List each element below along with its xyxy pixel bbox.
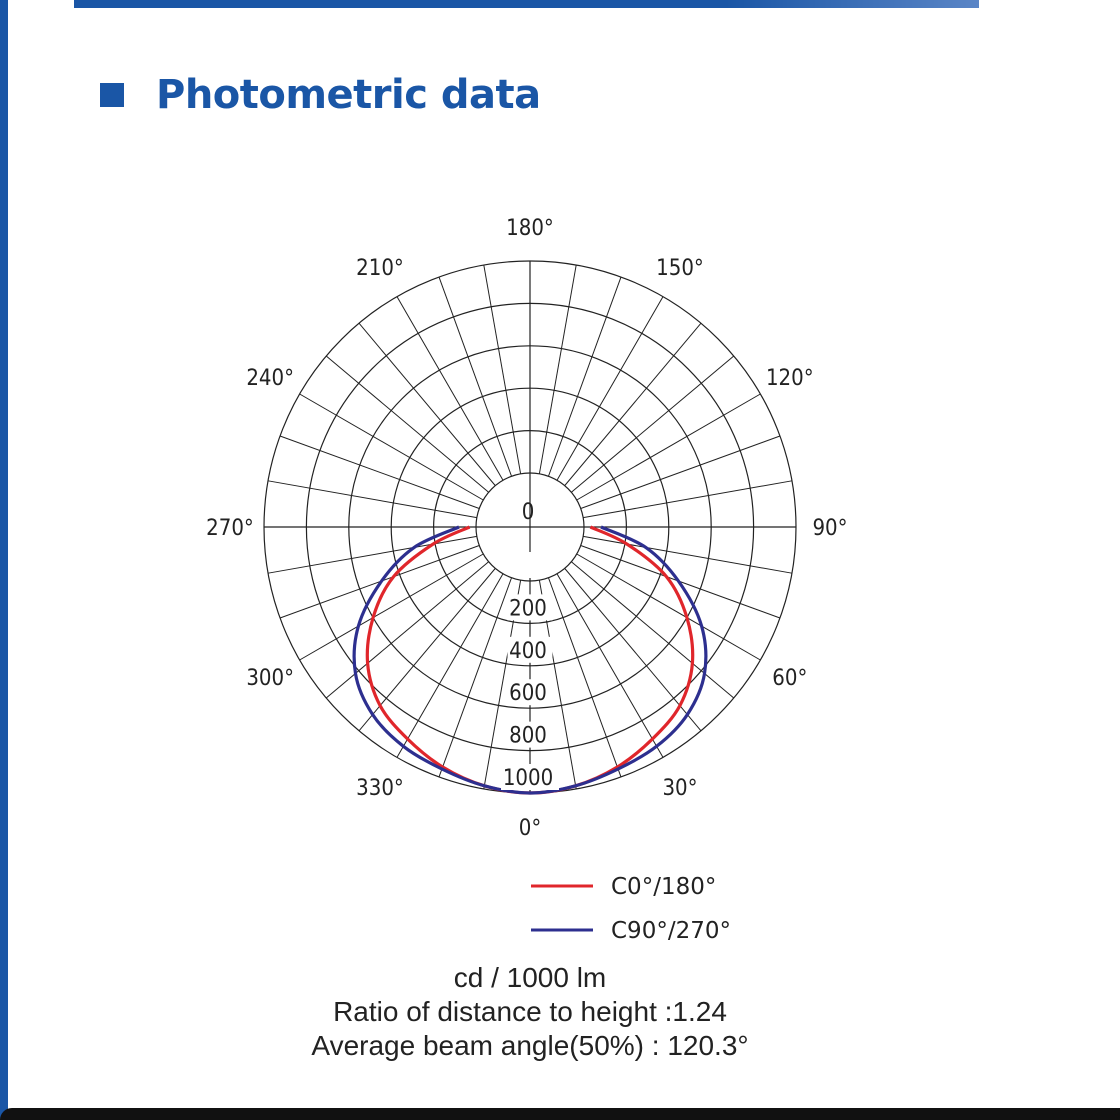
chart-legend	[531, 874, 731, 944]
grid-spoke	[484, 265, 521, 474]
angle-label: 0°	[518, 816, 542, 841]
legend-label: C90°/270°	[611, 918, 731, 944]
grid-spoke	[581, 436, 780, 509]
ring-label-bg	[521, 552, 540, 578]
grid-spoke	[583, 481, 792, 518]
polar-grid	[264, 261, 796, 793]
grid-spoke	[548, 578, 621, 777]
grid-spoke	[583, 536, 792, 573]
ratio-note: Ratio of distance to height :1.24	[333, 996, 727, 1027]
angle-label: 330°	[356, 775, 404, 801]
ring-label: 0	[521, 500, 535, 525]
grid-spoke	[548, 277, 621, 476]
heading-text: Photometric data	[156, 72, 541, 118]
angle-label: 120°	[765, 366, 814, 391]
angle-label: 300°	[246, 666, 295, 691]
angle-label: 90°	[812, 516, 848, 541]
ring-label: 600	[509, 681, 547, 707]
grid-spoke	[359, 323, 495, 485]
angle-label: 30°	[662, 775, 698, 801]
ring-label: 1000	[502, 766, 554, 791]
grid-spoke	[439, 277, 512, 476]
grid-spoke	[565, 323, 701, 485]
grid-spoke	[280, 436, 479, 509]
legend-label: C0°/180°	[611, 874, 717, 900]
angle-label: 150°	[656, 256, 704, 282]
bottom-bar	[0, 1108, 1120, 1120]
angle-label: 180°	[506, 216, 554, 241]
angle-label: 60°	[772, 666, 808, 691]
unit-note: cd / 1000 lm	[453, 962, 607, 993]
polar-labels	[206, 216, 847, 841]
ring-label: 800	[509, 723, 547, 749]
ring-label: 200	[509, 596, 547, 622]
grid-spoke	[326, 562, 488, 698]
beam-angle-note: Average beam angle(50%) : 120.3°	[311, 1030, 749, 1061]
ring-label: 400	[509, 638, 547, 664]
angle-label: 210°	[356, 256, 404, 282]
grid-spoke	[439, 578, 512, 777]
angle-label: 240°	[246, 366, 295, 391]
grid-spoke	[571, 562, 733, 698]
grid-spoke	[326, 356, 488, 492]
grid-spoke	[268, 536, 477, 573]
grid-spoke	[571, 356, 733, 492]
grid-spoke	[539, 265, 576, 474]
angle-label: 270°	[206, 516, 254, 541]
grid-spoke	[268, 481, 477, 518]
